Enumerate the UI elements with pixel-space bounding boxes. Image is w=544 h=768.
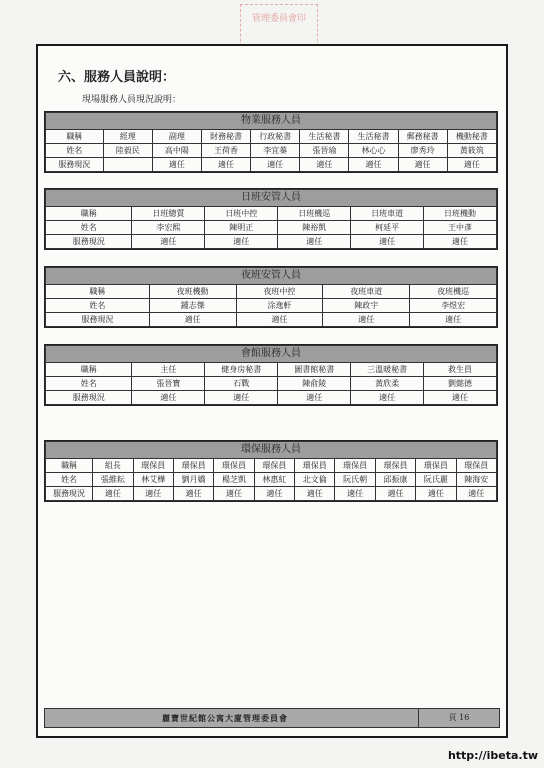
table-cell: 適任 xyxy=(149,313,236,327)
table-cell: 楊芝凱 xyxy=(214,473,254,487)
table-row xyxy=(46,158,497,172)
table-cell: 日班機動 xyxy=(424,207,497,221)
table-cell: 適任 xyxy=(214,487,254,501)
table-row xyxy=(46,313,497,327)
table-cell: 夜班中控 xyxy=(236,285,323,299)
table-cell: 林惠紅 xyxy=(254,473,294,487)
table-cell: 主任 xyxy=(132,363,205,377)
row-label-cell: 職稱 xyxy=(46,459,93,473)
table-cell: 三溫暖秘書 xyxy=(351,363,424,377)
table-cell: 財務秘書 xyxy=(201,130,250,144)
table-cell: 適任 xyxy=(133,487,173,501)
table-cell: 適任 xyxy=(205,391,278,405)
table-cell: 王中彥 xyxy=(424,221,497,235)
table-cell: 適任 xyxy=(132,391,205,405)
table-cell: 邱振康 xyxy=(375,473,415,487)
table-cell: 陳俞陵 xyxy=(278,377,351,391)
table-row xyxy=(46,221,497,235)
table-cell: 阮氏朝 xyxy=(335,473,375,487)
table-cell: 張維耘 xyxy=(93,473,133,487)
table-cell: 北文倫 xyxy=(295,473,335,487)
table-cell: 日班總質 xyxy=(132,207,205,221)
table-cell: 經理 xyxy=(103,130,152,144)
table-cell: 高中陽 xyxy=(152,144,201,158)
table-row xyxy=(46,377,497,391)
table-cell: 日班機巡 xyxy=(278,207,351,221)
table-row xyxy=(46,473,497,487)
table-cell: 生活秘書 xyxy=(349,130,398,144)
table-cell: 適任 xyxy=(236,313,323,327)
stamp-text: 管理委員會印 xyxy=(251,14,306,24)
table-cell: 適任 xyxy=(416,487,456,501)
table-cell: 林心心 xyxy=(349,144,398,158)
table-cell: 陸毅民 xyxy=(103,144,152,158)
row-label-cell: 服務現況 xyxy=(46,235,132,249)
table-cell: 圖書館秘書 xyxy=(278,363,351,377)
table-cell: 適任 xyxy=(132,235,205,249)
table-cell: 適任 xyxy=(323,313,410,327)
table-day-security xyxy=(44,188,498,250)
table-cell: 組長 xyxy=(93,459,133,473)
table-title: 環保服務人員 xyxy=(46,442,497,459)
table-cell: 陳政宇 xyxy=(323,299,410,313)
row-label-cell: 服務現況 xyxy=(46,391,132,405)
row-label-cell: 姓名 xyxy=(46,221,132,235)
row-label-cell: 職稱 xyxy=(46,285,150,299)
site-watermark: http://ibeta.tw xyxy=(447,749,538,762)
table-cell: 適任 xyxy=(351,391,424,405)
row-label-cell: 職稱 xyxy=(46,130,104,144)
table-cell: 行政秘書 xyxy=(251,130,300,144)
table-cell: 環保員 xyxy=(173,459,213,473)
footer-page-number: 頁 16 xyxy=(418,709,499,727)
table-cell: 涂逸軒 xyxy=(236,299,323,313)
table-cell: 陳海安 xyxy=(456,473,496,487)
table-cell: 環保員 xyxy=(133,459,173,473)
table-cell: 適任 xyxy=(205,235,278,249)
table-cell: 環保員 xyxy=(456,459,496,473)
table-cell: 黃筱筑 xyxy=(447,144,496,158)
table-cell: 環保員 xyxy=(295,459,335,473)
table-cell: 廖秀玲 xyxy=(398,144,447,158)
row-label-cell: 服務現況 xyxy=(46,158,104,172)
table-cell: 適任 xyxy=(424,391,497,405)
table-cell: 適任 xyxy=(351,235,424,249)
table-cell: 石戰 xyxy=(205,377,278,391)
table-cell: 黃欣柔 xyxy=(351,377,424,391)
table-row xyxy=(46,299,497,313)
table-cell: 鍾志傑 xyxy=(149,299,236,313)
row-label-cell: 服務現況 xyxy=(46,313,150,327)
section-subheading: 現場服務人員現況說明： xyxy=(82,95,182,105)
table-cell: 健身房秘書 xyxy=(205,363,278,377)
table-cell: 適任 xyxy=(152,158,201,172)
table-cell: 林艾樺 xyxy=(133,473,173,487)
table-title: 物業服務人員 xyxy=(46,113,497,130)
table-cell: 機動秘書 xyxy=(447,130,496,144)
table-cell: 環保員 xyxy=(416,459,456,473)
table-cell: 阮氏麗 xyxy=(416,473,456,487)
table-row xyxy=(46,487,497,501)
row-label-cell: 職稱 xyxy=(46,207,132,221)
table-cell: 柯延平 xyxy=(351,221,424,235)
table-cell: 李煜宏 xyxy=(410,299,497,313)
table-clubhouse-staff xyxy=(44,344,498,406)
table-cell: 適任 xyxy=(424,235,497,249)
row-label-cell: 服務現況 xyxy=(46,487,93,501)
section-heading: 六、服務人員說明： xyxy=(58,70,176,85)
table-cell: 郵務秘書 xyxy=(398,130,447,144)
table-cell: 日班車道 xyxy=(351,207,424,221)
table-cell: 適任 xyxy=(300,158,349,172)
table-cell: 適任 xyxy=(93,487,133,501)
row-label-cell: 姓名 xyxy=(46,377,132,391)
table-row xyxy=(46,144,497,158)
table-row xyxy=(46,459,497,473)
table-cell: 陳明正 xyxy=(205,221,278,235)
table-night-security xyxy=(44,266,498,328)
table-cell: 適任 xyxy=(173,487,213,501)
table-cell: 適任 xyxy=(456,487,496,501)
table-cell: 環保員 xyxy=(214,459,254,473)
table-row xyxy=(46,363,497,377)
table-cell: 適任 xyxy=(447,158,496,172)
table-property-staff xyxy=(44,111,498,173)
table-cell: 張晉寶 xyxy=(132,377,205,391)
table-row xyxy=(46,130,497,144)
table-cell: 適任 xyxy=(410,313,497,327)
table-cell: 生活秘書 xyxy=(300,130,349,144)
table-row xyxy=(46,207,497,221)
table-cell: 適任 xyxy=(201,158,250,172)
table-cell: 適任 xyxy=(254,487,294,501)
table-cell: 李宏熙 xyxy=(132,221,205,235)
table-cell: 環保員 xyxy=(254,459,294,473)
page-footer xyxy=(44,708,500,728)
table-cell: 夜班車道 xyxy=(323,285,410,299)
table-row xyxy=(46,391,497,405)
table-cell: 夜班機動 xyxy=(149,285,236,299)
table-cell: 適任 xyxy=(335,487,375,501)
row-label-cell: 職稱 xyxy=(46,363,132,377)
table-cell: 適任 xyxy=(398,158,447,172)
table-cell: 日班中控 xyxy=(205,207,278,221)
row-label-cell: 姓名 xyxy=(46,144,104,158)
table-cell: 環保員 xyxy=(375,459,415,473)
table-cell: 副理 xyxy=(152,130,201,144)
table-cell: 適任 xyxy=(295,487,335,501)
table-cell: 適任 xyxy=(375,487,415,501)
table-cell: 適任 xyxy=(278,391,351,405)
table-title: 日班安管人員 xyxy=(46,190,497,207)
table-cell: 劉月嬌 xyxy=(173,473,213,487)
table-row xyxy=(46,235,497,249)
row-label-cell: 姓名 xyxy=(46,299,150,313)
table-cell: 王荷香 xyxy=(201,144,250,158)
table-cell: 救生員 xyxy=(424,363,497,377)
table-cell: 陳裕凱 xyxy=(278,221,351,235)
table-cell: 李宜蓁 xyxy=(251,144,300,158)
table-cell: 適任 xyxy=(278,235,351,249)
table-cell: 適任 xyxy=(251,158,300,172)
table-row xyxy=(46,285,497,299)
table-cell: 適任 xyxy=(349,158,398,172)
footer-org-name: 麗寶世紀館公寓大廈管理委員會 xyxy=(162,713,288,723)
table-cell: 環保員 xyxy=(335,459,375,473)
table-cleaning-staff xyxy=(44,440,498,502)
table-cell: 張晉瑜 xyxy=(300,144,349,158)
table-cell: 夜班機巡 xyxy=(410,285,497,299)
row-label-cell: 姓名 xyxy=(46,473,93,487)
table-cell: 劉懿德 xyxy=(424,377,497,391)
table-cell xyxy=(103,158,152,172)
table-title: 夜班安管人員 xyxy=(46,268,497,285)
table-title: 會館服務人員 xyxy=(46,346,497,363)
